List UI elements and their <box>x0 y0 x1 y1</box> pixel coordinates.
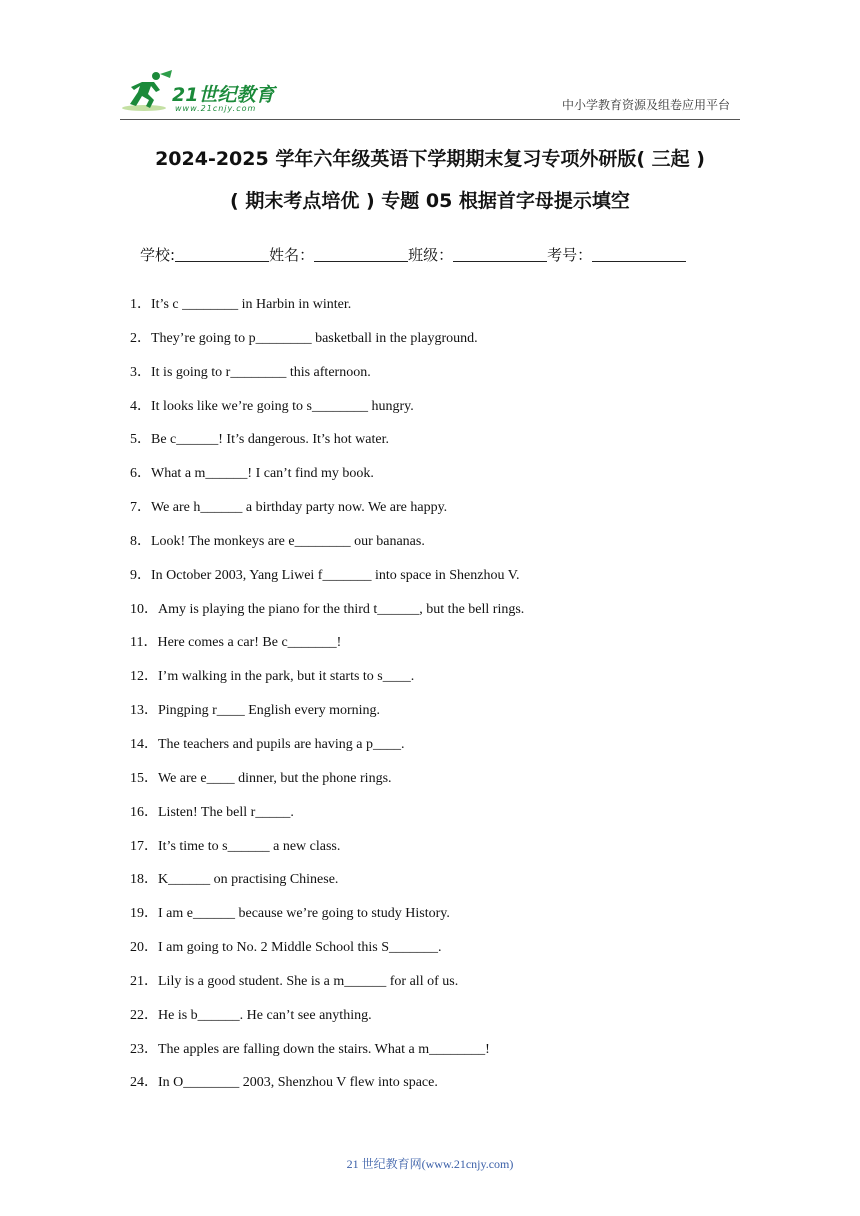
question-number: 19． <box>130 906 158 922</box>
question-number: 14． <box>130 736 158 752</box>
question-item <box>130 1072 750 1106</box>
question-text: K______ on practising Chinese. <box>158 872 339 888</box>
question-number: 2． <box>130 330 151 346</box>
question-item <box>130 632 750 666</box>
document-subtitle: ( 期末考点培优 ) 专题 05 根据首字母提示填空 <box>230 190 630 212</box>
page-header <box>120 68 740 118</box>
logo-url: www.21cnjy.com <box>175 104 257 113</box>
question-number: 24． <box>130 1075 158 1091</box>
question-text: It’s c ________ in Harbin in winter. <box>151 297 352 312</box>
header-divider <box>120 119 740 120</box>
question-text: In O________ 2003, Shenzhou V flew into space. <box>158 1075 438 1091</box>
question-item <box>130 1005 750 1039</box>
question-item <box>130 328 750 362</box>
question-number: 4． <box>130 398 151 414</box>
question-item <box>130 396 750 430</box>
question-text: It’s time to s______ a new class. <box>158 838 341 854</box>
question-number: 21． <box>130 973 158 989</box>
question-number: 9． <box>130 567 151 583</box>
student-info-line <box>140 244 686 265</box>
page-footer: 21 世纪教育网(www.21cnjy.com) <box>346 1157 514 1171</box>
number-blank <box>592 246 686 262</box>
question-item <box>130 1039 750 1073</box>
question-item <box>130 565 750 599</box>
class-label: 班级： <box>408 246 454 264</box>
question-number: 11． <box>130 635 158 651</box>
question-number: 13． <box>130 703 158 719</box>
question-number: 7． <box>130 500 151 516</box>
name-blank <box>314 246 408 262</box>
question-text: Here comes a car! Be c_______! <box>157 635 342 651</box>
question-text: It looks like we’re going to s________ hungry. <box>151 398 414 414</box>
question-text: Amy is playing the piano for the third t______, but the bell rings. <box>158 601 525 617</box>
question-text: Look! The monkeys are e________ our bananas. <box>151 533 425 549</box>
question-text: He is b______. He can’t see anything. <box>158 1007 372 1023</box>
question-text: The apples are falling down the stairs. What a m________! <box>158 1041 490 1057</box>
question-list <box>130 294 750 1106</box>
name-label: 姓名： <box>269 246 315 264</box>
question-text: I’m walking in the park, but it starts to s____. <box>158 669 415 685</box>
question-text: Be c______! It’s dangerous. It’s hot water. <box>151 432 389 448</box>
question-number: 17． <box>130 838 158 854</box>
question-item <box>130 734 750 768</box>
question-item <box>130 666 750 700</box>
question-item <box>130 836 750 870</box>
question-number: 15． <box>130 770 158 786</box>
question-item <box>130 802 750 836</box>
question-number: 10． <box>130 601 158 617</box>
question-item <box>130 429 750 463</box>
question-text: We are e____ dinner, but the phone rings. <box>158 770 392 786</box>
question-text: I am e______ because we’re going to study History. <box>158 906 450 922</box>
question-item <box>130 497 750 531</box>
question-item <box>130 463 750 497</box>
question-item <box>130 599 750 633</box>
question-text: The teachers and pupils are having a p____. <box>158 736 405 752</box>
question-number: 6． <box>130 466 151 482</box>
runner-logo-icon <box>120 68 176 116</box>
question-text: Listen! The bell r_____. <box>158 804 294 820</box>
logo <box>120 68 290 116</box>
question-number: 20． <box>130 940 158 956</box>
school-blank <box>175 246 269 262</box>
question-number: 8． <box>130 533 151 549</box>
question-item <box>130 531 750 565</box>
class-blank <box>453 246 547 262</box>
question-number: 12． <box>130 669 158 685</box>
question-text: They’re going to p________ basketball in the playground. <box>151 330 478 346</box>
question-text: What a m______! I can’t find my book. <box>151 466 374 482</box>
question-item <box>130 869 750 903</box>
question-text: In October 2003, Yang Liwei f_______ into space in Shenzhou V. <box>151 567 520 583</box>
question-item <box>130 971 750 1005</box>
question-item <box>130 768 750 802</box>
question-item <box>130 937 750 971</box>
number-label: 考号： <box>547 246 593 264</box>
question-item <box>130 903 750 937</box>
question-number: 22． <box>130 1007 158 1023</box>
question-text: Pingping r____ English every morning. <box>158 703 381 719</box>
question-number: 5． <box>130 432 151 448</box>
document-title: 2024-2025 学年六年级英语下学期期末复习专项外研版( 三起 ) <box>155 148 705 170</box>
question-number: 18． <box>130 872 158 888</box>
question-text: We are h______ a birthday party now. We are happy. <box>151 500 448 516</box>
question-number: 1． <box>130 297 151 312</box>
logo-text: 21世纪教育 <box>172 84 275 106</box>
question-item <box>130 362 750 396</box>
question-item <box>130 294 750 328</box>
question-text: Lily is a good student. She is a m______ for all of us. <box>158 973 459 989</box>
question-number: 16． <box>130 804 158 820</box>
school-label: 学校: <box>140 246 176 264</box>
question-number: 3． <box>130 364 151 380</box>
question-number: 23． <box>130 1041 158 1057</box>
question-text: I am going to No. 2 Middle School this S_______. <box>158 940 442 956</box>
question-text: It is going to r________ this afternoon. <box>151 364 371 380</box>
platform-label: 中小学教育资源及组卷应用平台 <box>561 98 730 112</box>
question-item <box>130 700 750 734</box>
